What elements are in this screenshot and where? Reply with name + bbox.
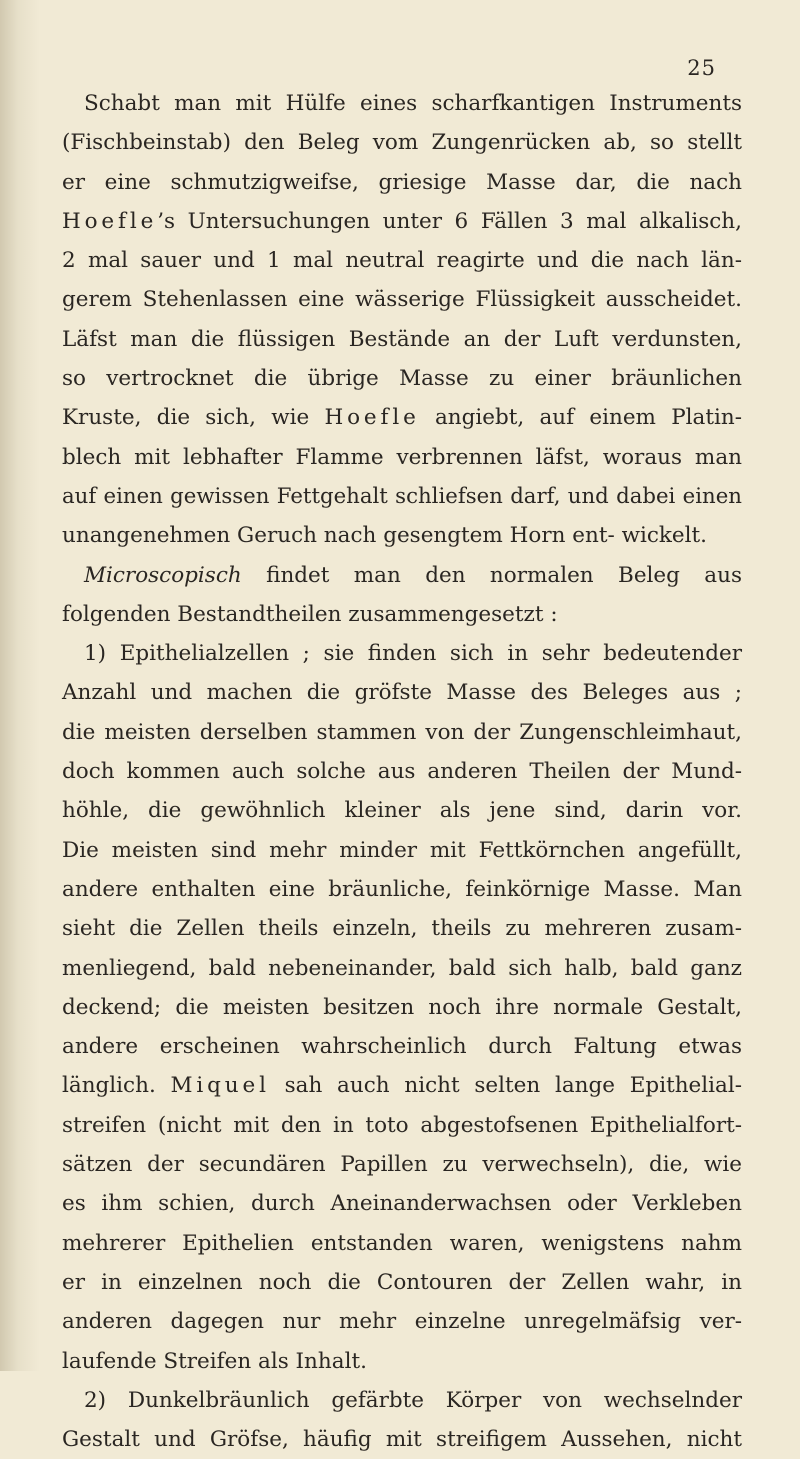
line-text: Läfst man die flüssigen Bestände an der Luft verdunsten, <box>62 326 742 352</box>
italic-term: Microscopisch <box>84 562 242 588</box>
text-line <box>62 359 742 398</box>
text-line <box>62 1184 742 1223</box>
line-text: 2 mal sauer und 1 mal neutral reagirte und die nach län- <box>62 248 742 274</box>
text-line <box>62 831 742 870</box>
line-text: länglich. <box>62 1073 171 1099</box>
line-text: Schabt man mit Hülfe eines scharfkantigen Instruments <box>84 91 742 116</box>
line-text: findet man den normalen Beleg aus <box>241 562 742 588</box>
line-text: folgenden Bestandtheilen zusammengesetzt : <box>62 601 558 627</box>
text-line <box>62 949 742 988</box>
line-text: Gestalt und Gröfse, häufig mit streifigem Aussehen, nicht <box>62 1427 742 1453</box>
text-line <box>62 163 742 202</box>
text-line <box>62 909 742 948</box>
text-line <box>62 556 742 595</box>
line-text: Kruste, die sich, wie <box>62 405 325 431</box>
text-line <box>62 398 742 437</box>
text-line <box>62 1106 742 1145</box>
text-line <box>62 752 742 791</box>
line-text: 2) Dunkelbräunlich gefärbte Körper von wechselnder <box>84 1387 742 1413</box>
line-text: deckend; die meisten besitzen noch ihre normale Gestalt, <box>62 994 742 1020</box>
line-text: streifen (nicht mit den in toto abgestofsenen Epithelialfort- <box>62 1112 742 1138</box>
line-text: sah auch nicht selten lange Epithelial- <box>269 1073 742 1099</box>
author-name: Hoefle <box>324 405 420 431</box>
line-text: laufende Streifen als Inhalt. <box>62 1348 367 1374</box>
text-line <box>62 634 742 673</box>
line-text: mehrerer Epithelien entstanden waren, wenigstens nahm <box>62 1230 742 1256</box>
author-name: Hoefle <box>62 208 158 234</box>
line-text: es ihm schien, durch Aneinanderwachsen oder Verkleben <box>62 1191 742 1217</box>
author-name: Miquel <box>170 1073 270 1099</box>
text-line <box>62 870 742 909</box>
text-line <box>62 516 742 555</box>
text-line <box>62 1027 742 1066</box>
line-text: die meisten derselben stammen von der Zungenschleimhaut, <box>62 719 742 745</box>
text-line <box>62 241 742 280</box>
line-text: höhle, die gewöhnlich kleiner als jene sind, darin vor. <box>62 798 742 824</box>
line-text: menliegend, bald nebeneinander, bald sich halb, bald ganz <box>62 955 742 981</box>
page-number: 25 <box>687 56 716 80</box>
text-line <box>62 123 742 162</box>
line-text: 1) Epithelialzellen ; sie finden sich in sehr bedeutender <box>84 641 742 667</box>
text-line <box>62 791 742 830</box>
text-line <box>62 1381 742 1420</box>
line-text: sätzen der secundären Papillen zu verwechseln), die, wie <box>62 1152 742 1178</box>
text-line <box>62 1066 742 1105</box>
text-line <box>62 320 742 359</box>
text-line <box>62 988 742 1027</box>
line-text: doch kommen auch solche aus anderen Theilen der Mund- <box>62 759 742 785</box>
line-text: (Fischbeinstab) den Beleg vom Zungenrücken ab, so stellt <box>62 130 742 156</box>
line-text: ’s Untersuchungen unter 6 Fällen 3 mal alkalisch, <box>157 208 742 234</box>
line-text: sieht die Zellen theils einzeln, theils zu mehreren zusam- <box>62 916 742 942</box>
body-text <box>62 84 742 1459</box>
line-text: er eine schmutzigweifse, griesige Masse dar, die nach <box>62 169 742 195</box>
line-text: Anzahl und machen die gröfste Masse des Beleges aus ; <box>62 680 742 706</box>
text-line <box>62 1263 742 1302</box>
text-line <box>62 595 742 634</box>
line-text: Die meisten sind mehr minder mit Fettkörnchen angefüllt, <box>62 837 742 863</box>
text-line <box>62 1145 742 1184</box>
line-text: angiebt, auf einem Platin- <box>419 405 742 431</box>
line-text: andere erscheinen wahrscheinlich durch Faltung etwas <box>62 1034 742 1060</box>
line-text: anderen dagegen nur mehr einzelne unregelmäfsig ver- <box>62 1309 742 1335</box>
text-line <box>62 1224 742 1263</box>
text-line <box>62 1342 742 1381</box>
text-line <box>62 1420 742 1459</box>
text-line <box>62 438 742 477</box>
text-line <box>62 202 742 241</box>
text-line <box>62 713 742 752</box>
line-text: unangenehmen Geruch nach gesengtem Horn ent- wickelt. <box>62 523 708 549</box>
line-text: er in einzelnen noch die Contouren der Zellen wahr, in <box>62 1269 742 1295</box>
text-line <box>62 84 742 123</box>
text-line <box>62 477 742 516</box>
line-text: auf einen gewissen Fettgehalt schliefsen darf, und dabei einen <box>62 483 742 509</box>
text-line <box>62 1302 742 1341</box>
line-text: gerem Stehenlassen eine wässerige Flüssigkeit ausscheidet. <box>62 287 742 313</box>
line-text: so vertrocknet die übrige Masse zu einer bräunlichen <box>62 366 742 392</box>
line-text: andere enthalten eine bräunliche, feinkörnige Masse. Man <box>62 876 742 902</box>
text-line <box>62 280 742 319</box>
text-line <box>62 673 742 712</box>
line-text: blech mit lebhafter Flamme verbrennen läfst, woraus man <box>62 444 742 470</box>
